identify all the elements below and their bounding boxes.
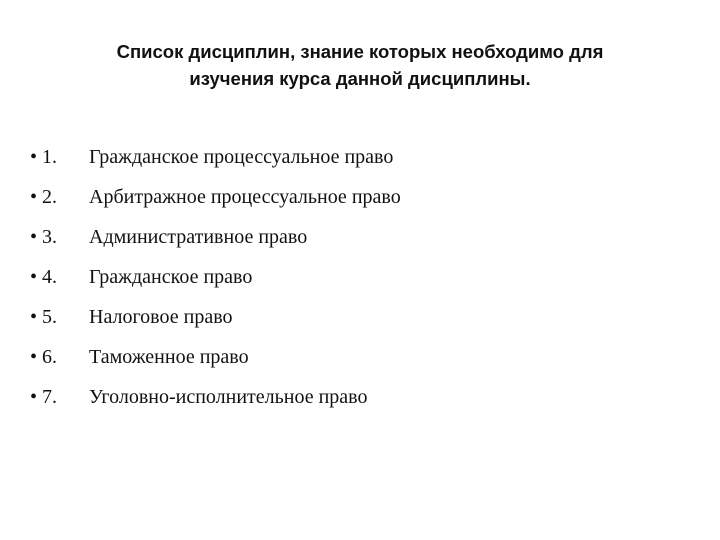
list-item-text: Арбитражное процессуальное право	[89, 186, 401, 208]
list-item	[0, 177, 720, 217]
list-item	[0, 297, 720, 337]
list-item	[0, 217, 720, 257]
list-item-marker: • 5.	[30, 306, 58, 328]
list-item-marker: • 4.	[30, 266, 58, 288]
list-item-text: Административное право	[89, 226, 308, 248]
list-item	[0, 137, 720, 177]
list-item-text: Налоговое право	[89, 306, 233, 328]
discipline-list	[0, 137, 720, 417]
slide-title-line-2: изучения курса данной дисциплины.	[189, 68, 531, 89]
list-item	[0, 257, 720, 297]
list-item-text: Уголовно-исполнительное право	[89, 386, 368, 408]
list-item-marker: • 7.	[30, 386, 58, 408]
list-item-marker: • 3.	[30, 226, 58, 248]
list-item-marker: • 2.	[30, 186, 58, 208]
list-item-text: Таможенное право	[89, 346, 249, 368]
list-item-marker: • 1.	[30, 146, 58, 168]
slide-title	[40, 38, 680, 92]
list-item-text: Гражданское право	[89, 266, 253, 288]
list-item-marker: • 6.	[30, 346, 58, 368]
list-item	[0, 337, 720, 377]
list-item-text: Гражданское процессуальное право	[89, 146, 394, 168]
slide-title-line-1: Список дисциплин, знание которых необходимо для	[116, 41, 604, 62]
list-item	[0, 377, 720, 417]
